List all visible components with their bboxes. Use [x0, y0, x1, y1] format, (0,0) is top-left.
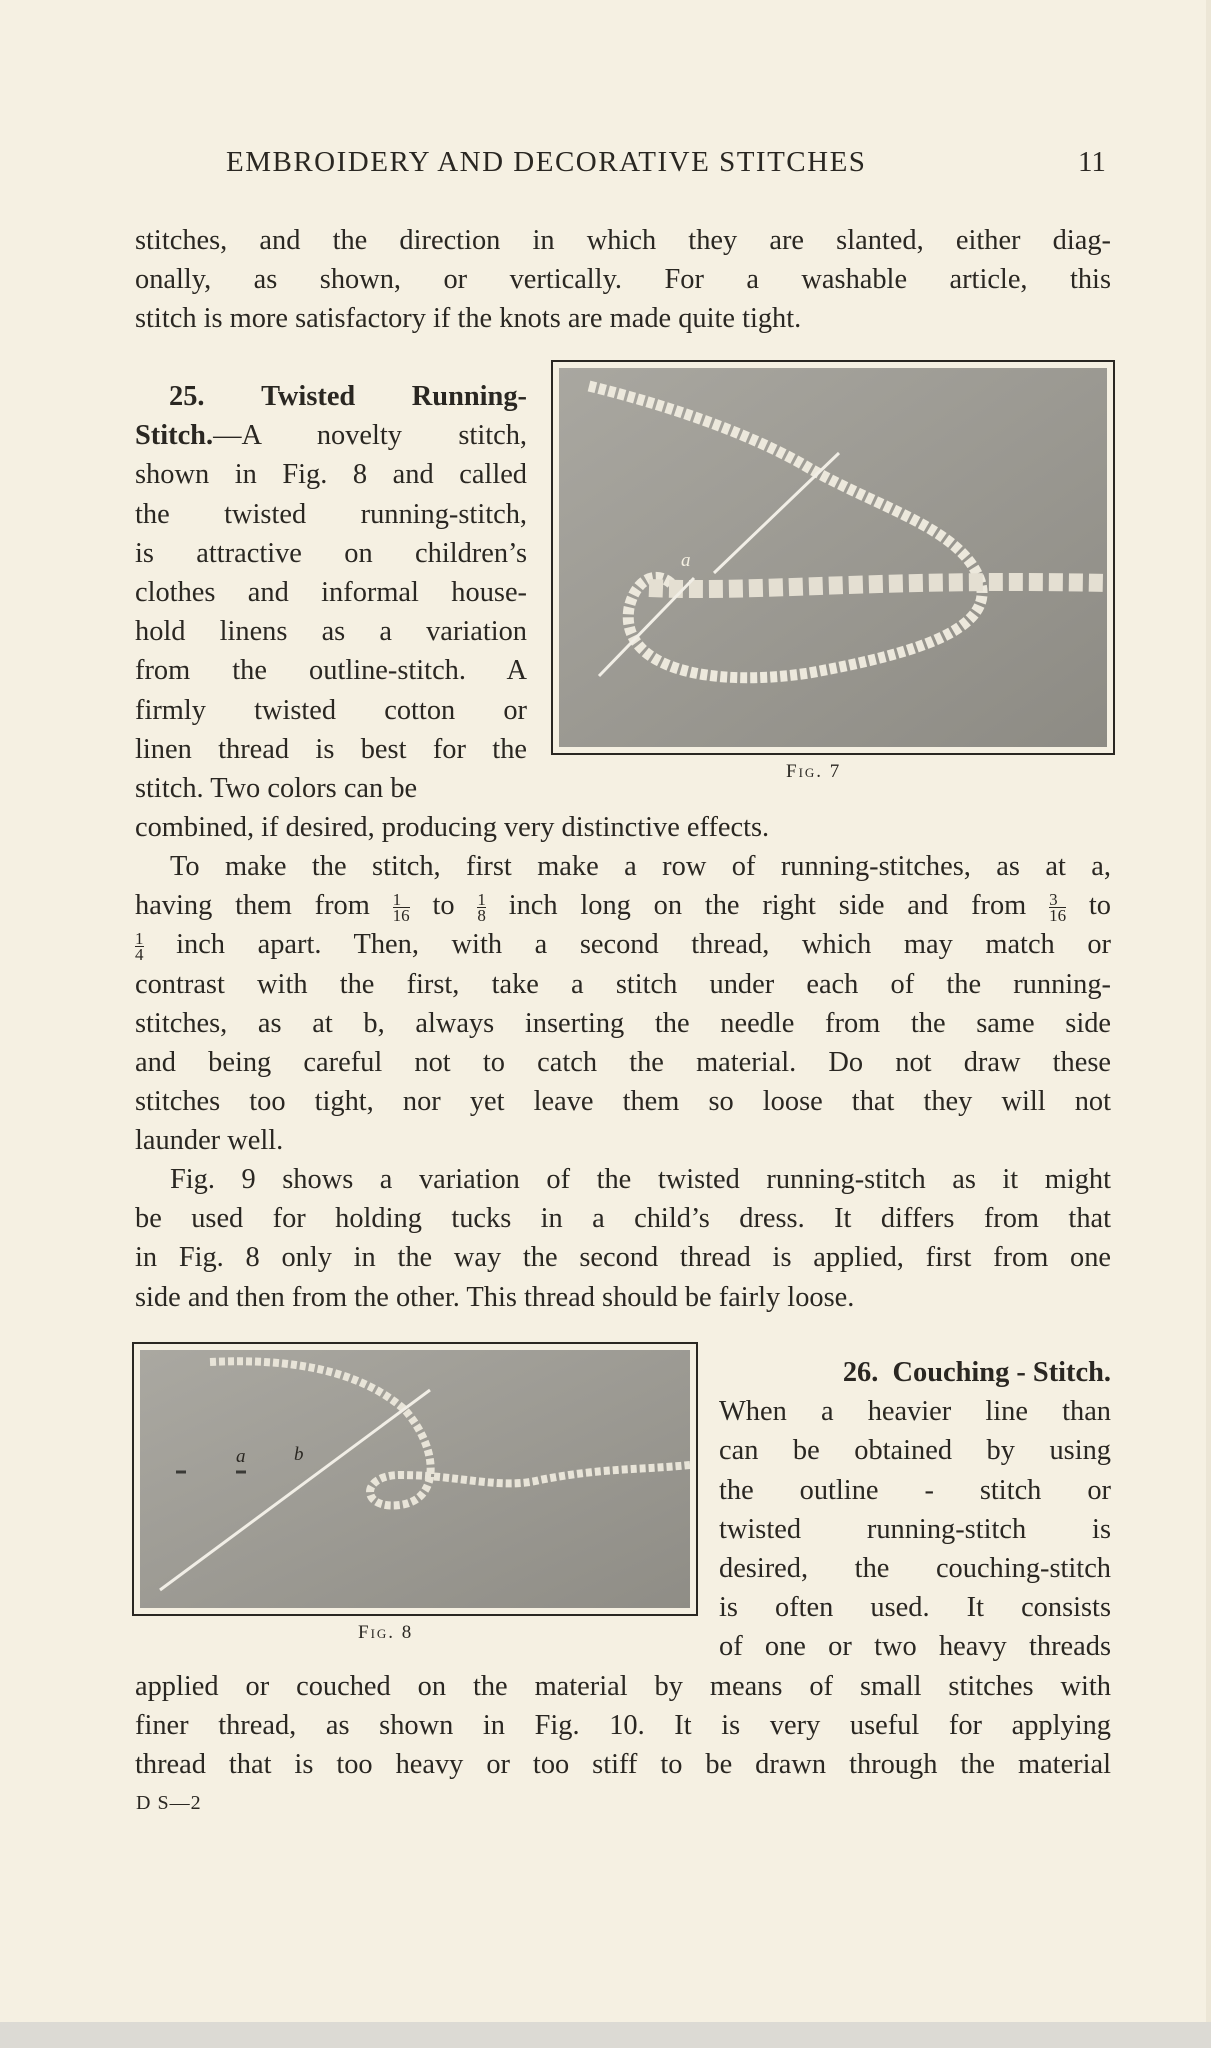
text-line: launder well.: [135, 1125, 284, 1157]
fraction-numerator: 1: [477, 890, 486, 910]
section-number: 26.: [842, 1357, 879, 1388]
fraction-numerator: 1: [135, 929, 144, 949]
text-fragment: to: [432, 890, 455, 922]
text-line: be used for holding tucks in a child’s dress. It differs from that: [135, 1203, 1111, 1235]
text-line-with-fraction: [135, 925, 1111, 964]
text-line: the twisted running-stitch,: [135, 498, 527, 530]
fraction-denominator: 4: [135, 945, 144, 965]
text-line: onally, as shown, or vertically. For a washable article, this: [135, 264, 1111, 296]
text-line: is attractive on children’s: [135, 537, 527, 569]
section-25-continuation: [135, 808, 1111, 847]
text-line: clothes and informal house-: [135, 577, 527, 609]
text-line: in Fig. 8 only in the way the second thread is applied, first from one: [135, 1242, 1111, 1274]
section-25-heading: [135, 377, 527, 416]
fraction: [392, 890, 410, 926]
text-line: side and then from the other. This thread should be fairly loose.: [135, 1281, 855, 1313]
text-line: from the outline-stitch. A: [135, 655, 527, 687]
text-line: stitch is more satisfactory if the knots are made quite tight.: [135, 303, 802, 335]
paragraph-3: [135, 847, 1111, 1161]
label-a: a: [681, 550, 691, 571]
text-line: To make the stitch, first make a row of running-stitches, as at a,: [170, 851, 1111, 882]
text-fragment: inch long on the right side and from: [508, 890, 1027, 922]
page-number: 11: [1078, 146, 1106, 178]
section-title: Twisted Running-: [261, 381, 527, 412]
fraction-denominator: 8: [477, 906, 486, 926]
text-line-with-fractions: [135, 886, 1111, 925]
signature-mark: D S—2: [136, 1792, 202, 1814]
text-line: applied or couched on the material by means of small stitches with: [135, 1671, 1111, 1702]
twisted-running-stitch-illustration: [559, 368, 1107, 747]
paragraph-1: [135, 221, 1111, 339]
text-line: firmly twisted cotton or: [135, 694, 527, 726]
section-title: Couching - Stitch.: [892, 1357, 1111, 1388]
text-fragment: inch apart. Then, with a second thread, which may match or: [176, 929, 1111, 961]
section-title: Stitch.: [135, 420, 214, 452]
text-fragment: to: [1088, 890, 1111, 922]
text-line: stitches too tight, nor yet leave them so loose that they will not: [135, 1086, 1111, 1118]
figure-8-caption: Fig. 8: [358, 1622, 414, 1643]
fraction: [477, 890, 486, 926]
twisted-stitch-row: [649, 582, 1107, 589]
running-head: EMBROIDERY AND DECORATIVE STITCHES: [226, 146, 867, 178]
paragraph-4: [135, 1160, 1111, 1317]
figure-8-photo: [140, 1350, 690, 1608]
fraction-numerator: 3: [1049, 892, 1066, 908]
text-line: [135, 416, 527, 455]
fraction-denominator: 16: [1049, 906, 1067, 926]
figure-7-caption: Fig. 7: [786, 761, 842, 782]
text-line: linen thread is best for the: [135, 733, 527, 765]
label-b: b: [294, 1444, 304, 1465]
section-number: 25.: [169, 381, 205, 412]
text-line: combined, if desired, producing very distinctive effects.: [135, 812, 770, 843]
text-line: twisted running-stitch is: [719, 1513, 1111, 1545]
text-fragment: having them from: [135, 890, 370, 922]
text-fragment: —A novelty stitch,: [213, 420, 527, 452]
text-line: shown in Fig. 8 and called: [135, 459, 527, 491]
section-26-continuation: [135, 1667, 1111, 1785]
text-line: and being careful not to catch the material. Do not draw these: [135, 1047, 1111, 1079]
section-25-column: [135, 377, 527, 808]
text-line: Fig. 9 shows a variation of the twisted running-stitch as it might: [170, 1164, 1111, 1195]
text-line: stitches, as at b, always inserting the needle from the same side: [135, 1007, 1111, 1039]
fraction-numerator: 1: [393, 892, 410, 908]
text-line: can be obtained by using: [719, 1435, 1111, 1467]
running-stitch-illustration: [140, 1350, 690, 1608]
fraction: [135, 929, 144, 965]
text-line: the outline - stitch or: [719, 1474, 1111, 1506]
text-line: contrast with the first, take a stitch under each of the running-: [135, 968, 1111, 1000]
fraction-denominator: 16: [392, 906, 410, 926]
text-line: hold linens as a variation: [135, 616, 527, 648]
text-line: finer thread, as shown in Fig. 10. It is very useful for applying: [135, 1710, 1111, 1742]
figure-8: [132, 1342, 698, 1616]
text-line: When a heavier line than: [719, 1396, 1111, 1428]
figure-7: [551, 360, 1115, 755]
figure-7-photo: [559, 368, 1107, 747]
section-26-heading: [719, 1353, 1111, 1392]
section-26-column: [719, 1353, 1111, 1667]
scan-edge: [0, 2022, 1211, 2048]
text-line: stitches, and the direction in which they are slanted, either diag-: [135, 225, 1111, 256]
text-line: desired, the couching-stitch: [719, 1553, 1111, 1585]
text-line: stitch. Two colors can be: [135, 773, 418, 805]
fraction: [1049, 890, 1067, 926]
text-line: thread that is too heavy or too stiff to be drawn through the material: [135, 1749, 1111, 1781]
text-line: is often used. It consists: [719, 1592, 1111, 1624]
text-line: of one or two heavy threads: [719, 1631, 1111, 1663]
label-a: a: [236, 1446, 246, 1467]
